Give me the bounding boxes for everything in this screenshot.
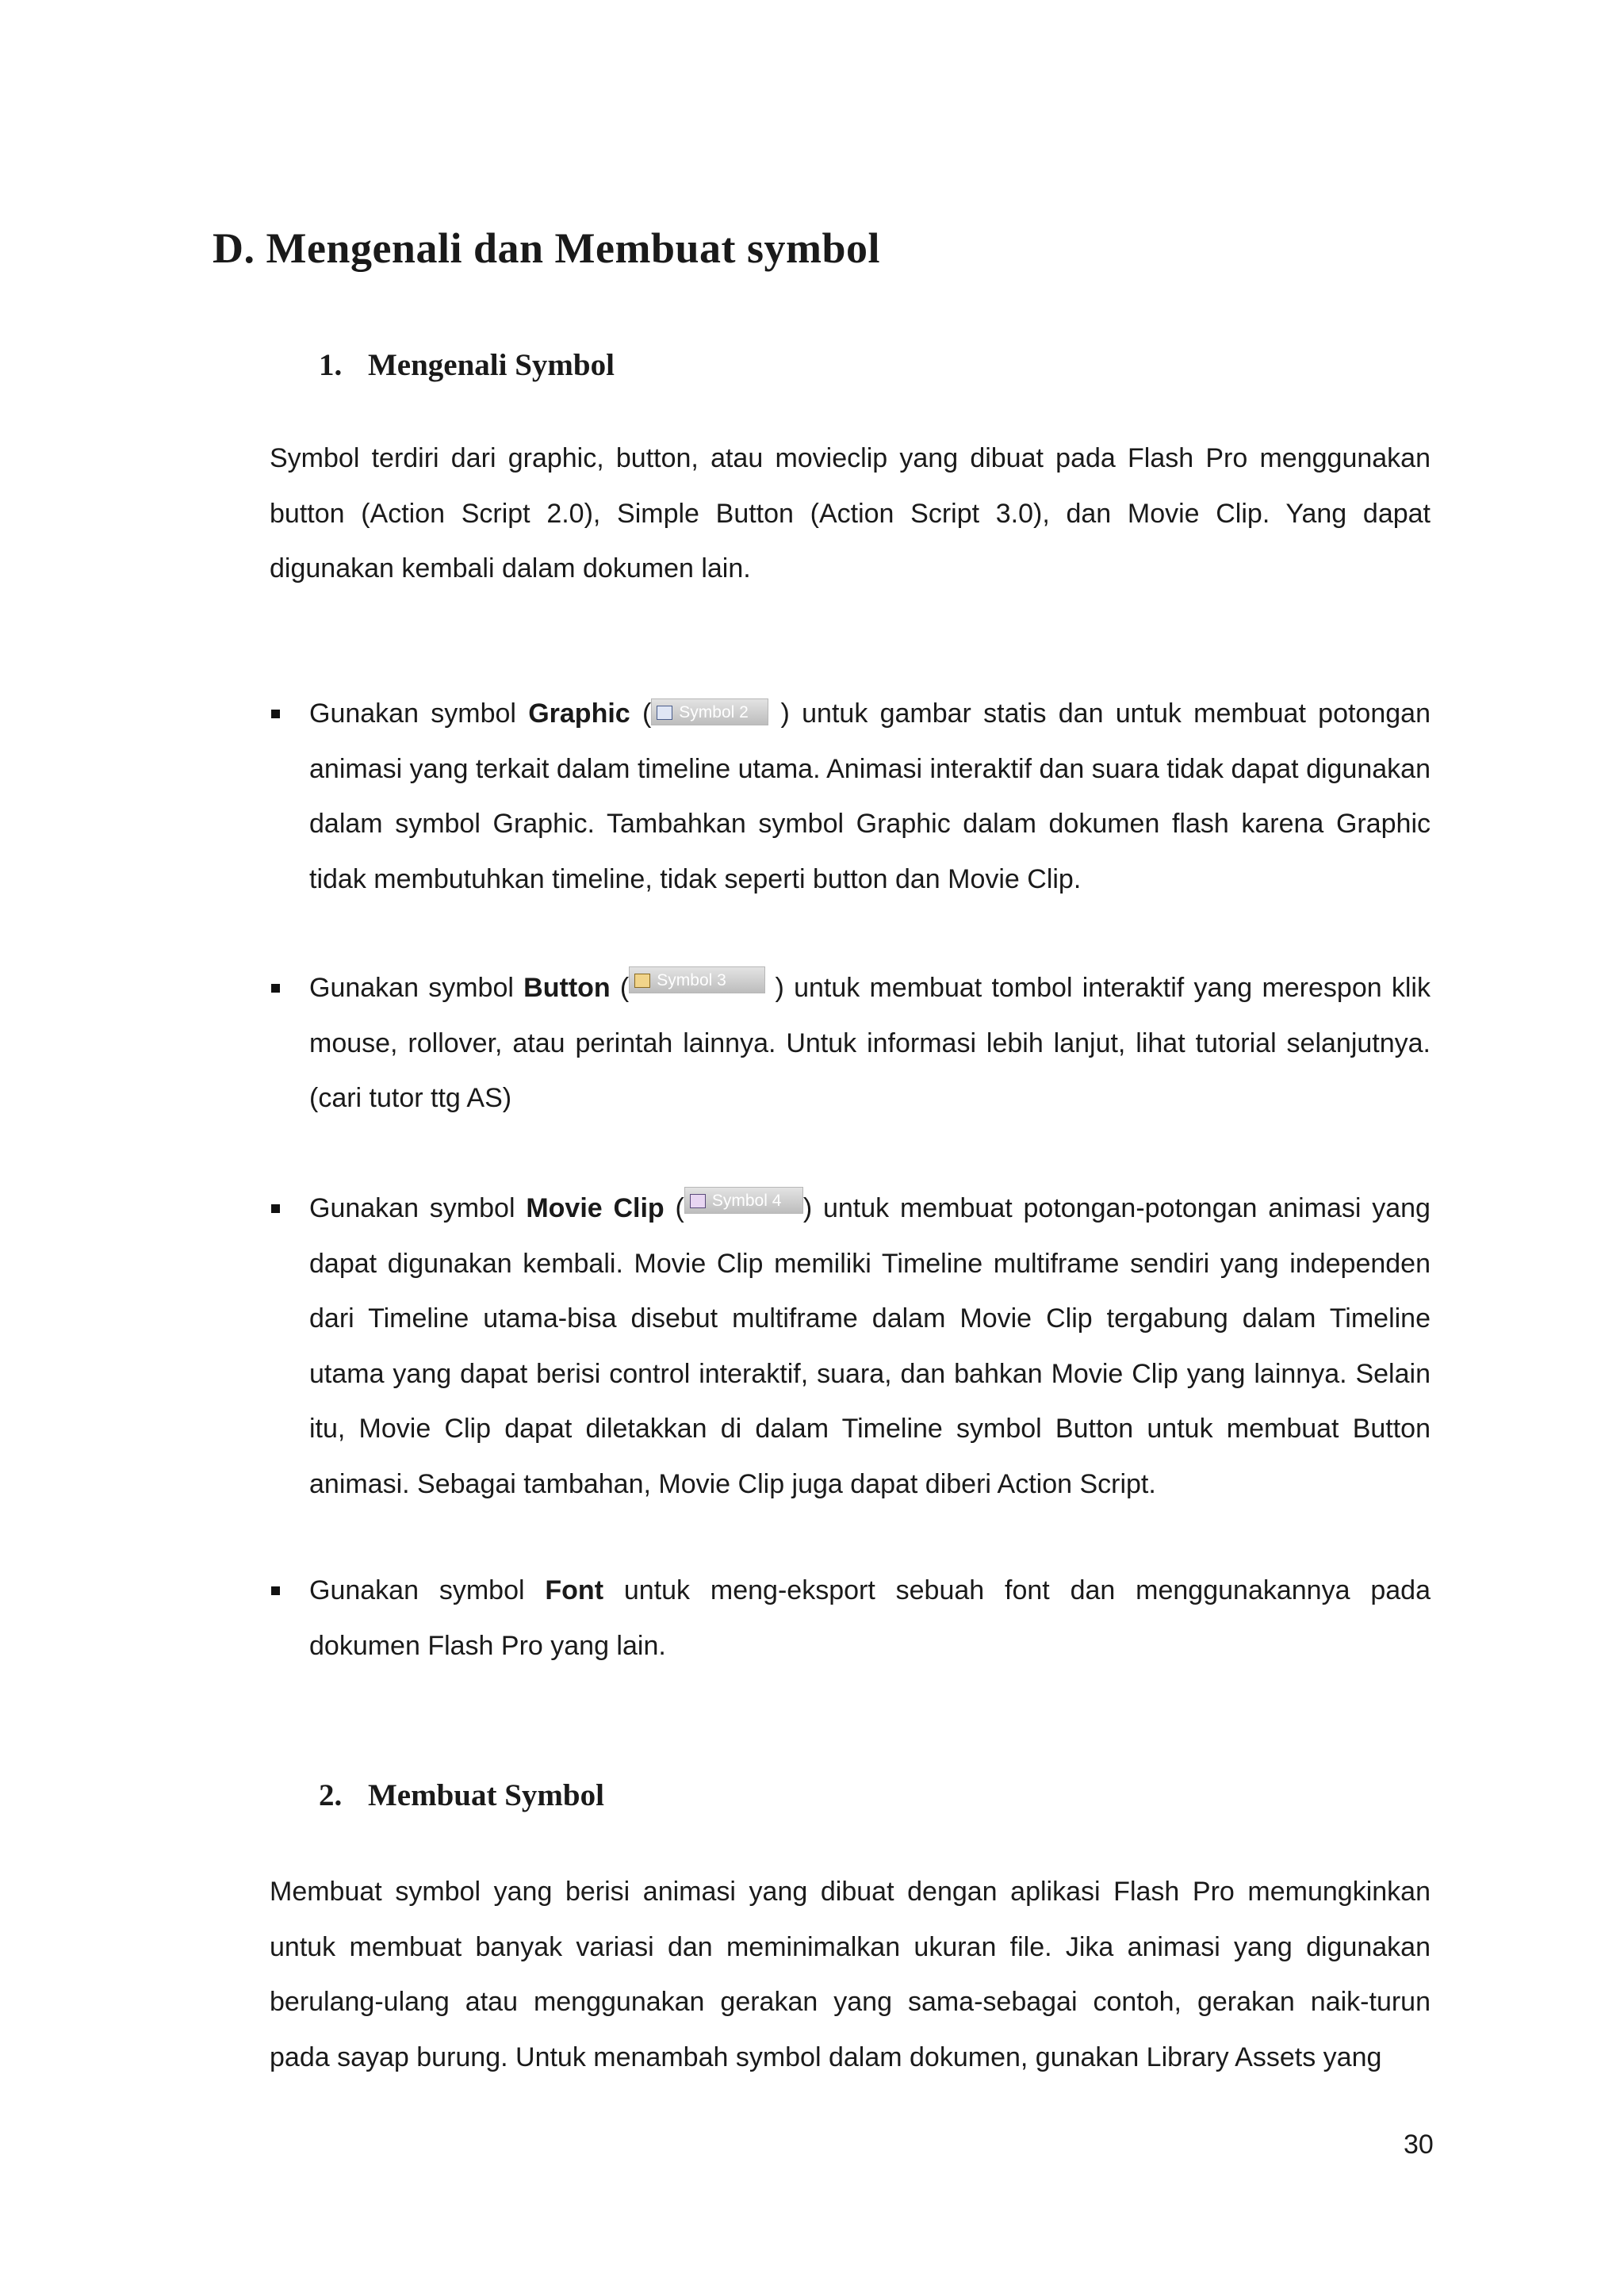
button-symbol-icon (629, 966, 765, 993)
page-number: 30 (1404, 2130, 1434, 2160)
bullet-graphic (270, 687, 1431, 907)
subsection-heading-1 (319, 347, 615, 383)
symbol-label: Symbol 3 (657, 971, 726, 989)
subsection-title: Mengenali Symbol (368, 348, 615, 382)
bullet-text: Gunakan symbol (309, 1575, 546, 1605)
bullet-button (270, 961, 1431, 1127)
subsection-number: 1. (319, 348, 343, 382)
subsection-number: 2. (319, 1778, 343, 1812)
bullet-text: ) untuk membuat potongan-potongan animasi yang dapat digunakan kembali. Movie Clip memiliki Timeline multiframe sendiri yang independen dari Timeline utama-bisa disebut multiframe dalam Movie Clip tergabung dalam Timeline utama yang dapat berisi control interaktif, suara, dan bahkan Movie Clip yang lainnya. Selain itu, Movie Clip dapat diletakkan di dalam Timeline symbol Button untuk membuat Button animasi. Sebagai tambahan, Movie Clip juga dapat diberi Action Script. (309, 1193, 1431, 1499)
bullet-marker (271, 1586, 280, 1595)
section-heading: D. Mengenali dan Membuat symbol (213, 224, 881, 272)
closing-paragraph: Membuat symbol yang berisi animasi yang dibuat dengan aplikasi Flash Pro memungkinkan untuk membuat banyak variasi dan meminimalkan ukuran file. Jika animasi yang digunakan berulang-ulang atau menggunakan gerakan yang sama-sebagai contoh, gerakan naik-turun pada sayap burung. Untuk menambah symbol dalam dokumen, gunakan Library Assets yang (270, 1877, 1431, 2072)
bullet-text: ) untuk gambar statis dan untuk membuat potongan animasi yang terkait dalam timeline utama. Animasi interaktif dan suara tidak dapat digunakan dalam symbol Graphic. Tambahkan symbol Graphic dalam dokumen flash karena Graphic tidak membutuhkan timeline, tidak seperti button dan Movie Clip. (309, 698, 1431, 894)
subsection-heading-2 (319, 1777, 604, 1813)
symbol-label: Symbol 4 (711, 1192, 782, 1210)
bullet-keyword: Graphic (528, 698, 630, 729)
bullet-font (270, 1563, 1431, 1674)
intro-paragraph: Symbol terdiri dari graphic, button, atau movieclip yang dibuat pada Flash Pro menggunakan button (Action Script 2.0), Simple Button (Action Script 3.0), dan Movie Clip. Yang dapat digunakan kembali dalam dokumen lain. (270, 443, 1431, 584)
bullet-paren: ( (610, 973, 630, 1003)
symbol-label: Symbol 2 (679, 703, 749, 721)
bullet-keyword: Movie Clip (526, 1193, 665, 1223)
bullet-paren: ( (664, 1193, 684, 1223)
bullet-marker (271, 710, 280, 718)
graphic-symbol-icon (651, 698, 768, 725)
bullet-marker (271, 984, 280, 993)
bullet-text: untuk meng-eksport sebuah font dan menggunakannya pada dokumen Flash Pro yang lain. (309, 1575, 1431, 1661)
movie-clip-symbol-icon (684, 1187, 803, 1214)
bullet-marker (271, 1204, 280, 1213)
bullet-text: ) untuk membuat tombol interaktif yang merespon klik mouse, rollover, atau perintah lainnya. Untuk informasi lebih lanjut, lihat tutorial selanjutnya. (cari tutor ttg AS) (309, 973, 1431, 1113)
bullet-movie-clip (270, 1181, 1431, 1512)
bullet-text: Gunakan symbol (309, 698, 529, 729)
bullet-text: Gunakan symbol (309, 973, 524, 1003)
bullet-keyword: Button (523, 973, 611, 1003)
bullet-text: Gunakan symbol (309, 1193, 527, 1223)
subsection-title: Membuat Symbol (368, 1778, 604, 1812)
bullet-keyword: Font (545, 1575, 604, 1605)
bullet-paren: ( (630, 698, 652, 729)
